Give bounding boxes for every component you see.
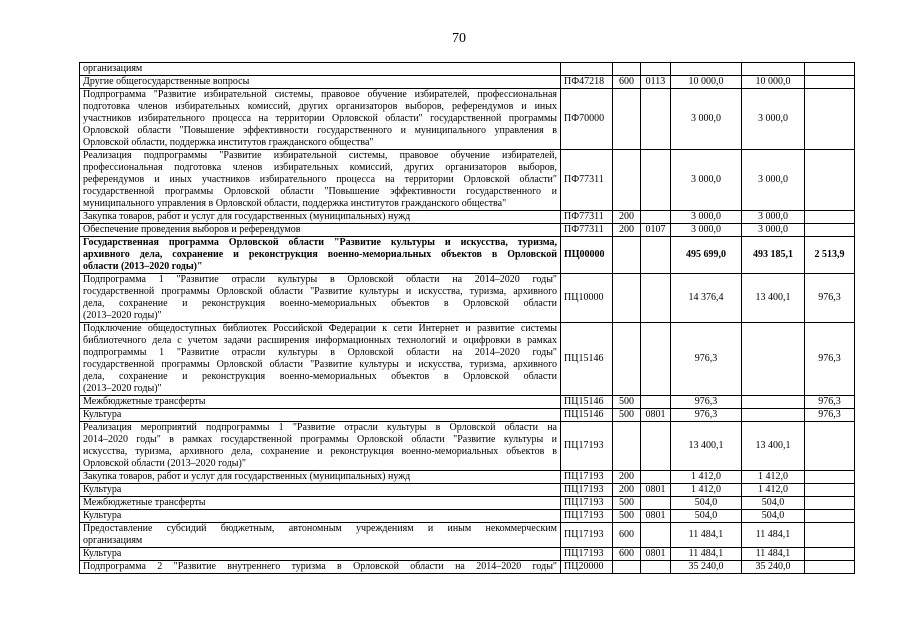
amount-3-cell: [805, 484, 855, 497]
table-row: [80, 422, 855, 471]
amount-1-cell: 3 000,0: [671, 211, 742, 224]
item-name-line: подпрограммы 1 "Развитие отрасли культуры в Орловской области на 2014–2020 годы": [83, 347, 557, 358]
expense-type-cell: [613, 422, 641, 471]
code-cell: ПФ77311: [561, 224, 613, 237]
item-name-line: Государственная программа Орловской области "Развитие культуры и искусства, туризма,: [83, 237, 557, 248]
item-name-line: профессиональная подготовка членов избирательных комиссий, других организаторов выборов,: [83, 162, 557, 173]
amount-1-cell: 504,0: [671, 510, 742, 523]
item-name-cell: [80, 422, 561, 471]
amount-2-cell: [742, 396, 805, 409]
amount-1-cell: 14 376,4: [671, 274, 742, 323]
item-name-line: Реализация подпрограммы "Развитие избирательной системы, правовое обучение избирателей,: [83, 150, 557, 161]
expense-type-cell: [613, 63, 641, 76]
item-name-line: участников избирательного процесса на территории Орловской области" государственной программы: [83, 113, 557, 124]
code-cell: ПЦ17193: [561, 548, 613, 561]
amount-3-cell: [805, 150, 855, 211]
amount-2-cell: 504,0: [742, 497, 805, 510]
amount-2-cell: [742, 323, 805, 396]
amount-3-cell: [805, 211, 855, 224]
item-name-cell: [80, 523, 561, 548]
budget-table: [79, 62, 855, 574]
amount-1-cell: 976,3: [671, 323, 742, 396]
section-cell: [641, 471, 671, 484]
table-row: [80, 396, 855, 409]
table-row: [80, 561, 855, 574]
section-cell: [641, 274, 671, 323]
table-row: [80, 211, 855, 224]
code-cell: ПЦ17193: [561, 523, 613, 548]
amount-3-cell: 2 513,9: [805, 237, 855, 274]
amount-3-cell: [805, 561, 855, 574]
item-name-line: дела, сохранение и реконструкция военно-мемориальных объектов в Орловской области: [83, 371, 557, 382]
amount-3-cell: 976,3: [805, 409, 855, 422]
section-cell: 0801: [641, 510, 671, 523]
code-cell: ПЦ17193: [561, 471, 613, 484]
section-cell: [641, 89, 671, 150]
amount-1-cell: 976,3: [671, 409, 742, 422]
section-cell: 0801: [641, 548, 671, 561]
amount-1-cell: 35 240,0: [671, 561, 742, 574]
item-name-cell: [80, 150, 561, 211]
section-cell: [641, 63, 671, 76]
expense-type-cell: 500: [613, 497, 641, 510]
expense-type-cell: [613, 150, 641, 211]
amount-2-cell: 493 185,1: [742, 237, 805, 274]
amount-3-cell: 976,3: [805, 274, 855, 323]
expense-type-cell: 500: [613, 396, 641, 409]
expense-type-cell: [613, 274, 641, 323]
amount-3-cell: 976,3: [805, 323, 855, 396]
amount-1-cell: 3 000,0: [671, 150, 742, 211]
amount-1-cell: 3 000,0: [671, 89, 742, 150]
amount-2-cell: 3 000,0: [742, 89, 805, 150]
item-name-line: Культура: [83, 484, 122, 495]
amount-1-cell: [671, 63, 742, 76]
table-row: [80, 89, 855, 150]
item-name-cell: [80, 510, 561, 523]
page-number: 70: [452, 31, 466, 46]
table-row: [80, 224, 855, 237]
item-name-line: государственной программы Орловской области "Повышение эффективности государственного и: [83, 186, 557, 197]
item-name-cell: [80, 323, 561, 396]
amount-1-cell: 504,0: [671, 497, 742, 510]
item-name-line: Орловской области "Повышение эффективности государственного и муниципального управления в: [83, 125, 557, 136]
section-cell: [641, 211, 671, 224]
amount-2-cell: 1 412,0: [742, 471, 805, 484]
item-name-line: (2013–2020 годы)": [83, 383, 162, 394]
section-cell: 0113: [641, 76, 671, 89]
amount-3-cell: [805, 497, 855, 510]
table-row: [80, 150, 855, 211]
amount-3-cell: 976,3: [805, 396, 855, 409]
item-name-cell: [80, 396, 561, 409]
amount-3-cell: [805, 89, 855, 150]
amount-3-cell: [805, 224, 855, 237]
section-cell: 0801: [641, 484, 671, 497]
item-name-line: Культура: [83, 548, 122, 559]
item-name-cell: [80, 211, 561, 224]
amount-3-cell: [805, 510, 855, 523]
code-cell: ПЦ10000: [561, 274, 613, 323]
amount-2-cell: 13 400,1: [742, 422, 805, 471]
item-name-line: Реализация мероприятий подпрограммы 1 "Развитие отрасли культуры в Орловской области на: [83, 422, 557, 433]
code-cell: ПЦ17193: [561, 422, 613, 471]
amount-1-cell: 3 000,0: [671, 224, 742, 237]
amount-1-cell: 976,3: [671, 396, 742, 409]
amount-1-cell: 11 484,1: [671, 548, 742, 561]
code-cell: ПЦ17193: [561, 497, 613, 510]
table-row: [80, 548, 855, 561]
item-name-line: Подпрограмма 2 "Развитие внутреннего туризма в Орловской области на 2014–2020 годы": [83, 561, 557, 572]
amount-2-cell: 11 484,1: [742, 523, 805, 548]
item-name-cell: [80, 237, 561, 274]
item-name-cell: [80, 497, 561, 510]
item-name-cell: [80, 548, 561, 561]
item-name-line: Закупка товаров, работ и услуг для государственных (муниципальных) нужд: [83, 471, 411, 482]
expense-type-cell: 200: [613, 484, 641, 497]
table-row: [80, 76, 855, 89]
expense-type-cell: 200: [613, 471, 641, 484]
expense-type-cell: 600: [613, 523, 641, 548]
amount-1-cell: 495 699,0: [671, 237, 742, 274]
item-name-line: муниципального управления в Орловской области, поддержка институтов гражданского общества": [83, 198, 507, 209]
amount-1-cell: 13 400,1: [671, 422, 742, 471]
expense-type-cell: [613, 561, 641, 574]
code-cell: ПФ70000: [561, 89, 613, 150]
code-cell: ПФ77311: [561, 150, 613, 211]
item-name-line: Подключение общедоступных библиотек Российской Федерации к сети Интернет и развитие системы: [83, 323, 557, 334]
item-name-line: организациям: [83, 535, 143, 546]
code-cell: ПЦ00000: [561, 237, 613, 274]
item-name-cell: [80, 471, 561, 484]
item-name-line: Другие общегосударственные вопросы: [83, 76, 250, 87]
amount-1-cell: 1 412,0: [671, 471, 742, 484]
item-name-line: Подпрограмма 1 "Развитие отрасли культуры в Орловской области на 2014–2020 годы": [83, 274, 557, 285]
code-cell: ПФ77311: [561, 211, 613, 224]
expense-type-cell: 200: [613, 224, 641, 237]
item-name-cell: [80, 76, 561, 89]
amount-2-cell: 3 000,0: [742, 150, 805, 211]
section-cell: [641, 561, 671, 574]
item-name-cell: [80, 484, 561, 497]
section-cell: [641, 237, 671, 274]
section-cell: [641, 497, 671, 510]
code-cell: ПЦ15146: [561, 409, 613, 422]
table-row: [80, 237, 855, 274]
amount-2-cell: 3 000,0: [742, 211, 805, 224]
table-row: [80, 471, 855, 484]
item-name-line: государственной программы Орловской области "Развитие культуры и искусства, туризма, архивного: [83, 286, 557, 297]
item-name-line: Культура: [83, 510, 122, 521]
table-row: [80, 63, 855, 76]
item-name-line: референдумов и иных участников избирательного процесса на территории Орловской области": [83, 174, 557, 185]
expense-type-cell: 600: [613, 548, 641, 561]
amount-3-cell: [805, 548, 855, 561]
expense-type-cell: 500: [613, 510, 641, 523]
item-name-line: Закупка товаров, работ и услуг для государственных (муниципальных) нужд: [83, 211, 411, 222]
item-name-line: искусства, туризма, архивного дела, сохранение и реконструкция военно-мемориальных объектов в: [83, 446, 557, 457]
table-body: [80, 63, 855, 574]
amount-2-cell: 3 000,0: [742, 224, 805, 237]
item-name-line: Подпрограмма "Развитие избирательной системы, правовое обучение избирателей, профессиональная: [83, 89, 557, 100]
item-name-line: Обеспечение проведения выборов и референдумов: [83, 224, 301, 235]
item-name-cell: [80, 409, 561, 422]
item-name-line: подготовка членов избирательных комиссий, других организаторов выборов, референдумов и иных: [83, 101, 557, 112]
code-cell: ПЦ15146: [561, 323, 613, 396]
section-cell: 0801: [641, 409, 671, 422]
item-name-line: Межбюджетные трансферты: [83, 497, 206, 508]
item-name-line: (2013–2020 годы)": [83, 310, 162, 321]
item-name-line: области (2013–2020 годы)": [83, 261, 203, 272]
item-name-line: 2014–2020 годы" в рамках государственной программы Орловской области "Развитие культуры и: [83, 434, 557, 445]
expense-type-cell: 600: [613, 76, 641, 89]
section-cell: [641, 323, 671, 396]
item-name-line: организациям: [83, 63, 143, 74]
item-name-line: библиотечного дела с учетом задачи расширения информационных технологий и оцифровки в рамках: [83, 335, 557, 346]
item-name-line: Предоставление субсидий бюджетным, автономным учреждениям и иным некоммерческим: [83, 523, 557, 534]
amount-2-cell: [742, 63, 805, 76]
table-row: [80, 510, 855, 523]
item-name-cell: [80, 89, 561, 150]
amount-1-cell: 10 000,0: [671, 76, 742, 89]
table-row: [80, 484, 855, 497]
item-name-line: государственной программы Орловской области "Развитие культуры и искусства, туризма, архивного: [83, 359, 557, 370]
amount-3-cell: [805, 63, 855, 76]
amount-3-cell: [805, 523, 855, 548]
amount-2-cell: 504,0: [742, 510, 805, 523]
code-cell: ПЦ17193: [561, 484, 613, 497]
amount-1-cell: 1 412,0: [671, 484, 742, 497]
amount-2-cell: 13 400,1: [742, 274, 805, 323]
amount-2-cell: 35 240,0: [742, 561, 805, 574]
amount-2-cell: 10 000,0: [742, 76, 805, 89]
item-name-cell: [80, 561, 561, 574]
item-name-cell: [80, 224, 561, 237]
section-cell: [641, 396, 671, 409]
table-row: [80, 497, 855, 510]
code-cell: ПФ47218: [561, 76, 613, 89]
section-cell: [641, 523, 671, 548]
item-name-line: Орловской области, поддержка институтов гражданского общества": [83, 137, 374, 148]
amount-3-cell: [805, 471, 855, 484]
section-cell: 0107: [641, 224, 671, 237]
section-cell: [641, 150, 671, 211]
code-cell: ПЦ15146: [561, 396, 613, 409]
expense-type-cell: [613, 323, 641, 396]
table-row: [80, 523, 855, 548]
item-name-line: Межбюджетные трансферты: [83, 396, 206, 407]
item-name-line: Орловской области (2013–2020 годы)": [83, 458, 246, 469]
amount-3-cell: [805, 422, 855, 471]
code-cell: ПЦ20000: [561, 561, 613, 574]
code-cell: [561, 63, 613, 76]
item-name-line: Культура: [83, 409, 122, 420]
item-name-cell: [80, 63, 561, 76]
code-cell: ПЦ17193: [561, 510, 613, 523]
amount-1-cell: 11 484,1: [671, 523, 742, 548]
table-row: [80, 409, 855, 422]
table-row: [80, 274, 855, 323]
expense-type-cell: 200: [613, 211, 641, 224]
item-name-cell: [80, 274, 561, 323]
expense-type-cell: [613, 237, 641, 274]
expense-type-cell: [613, 89, 641, 150]
amount-2-cell: 11 484,1: [742, 548, 805, 561]
table-row: [80, 323, 855, 396]
amount-2-cell: [742, 409, 805, 422]
amount-3-cell: [805, 76, 855, 89]
amount-2-cell: 1 412,0: [742, 484, 805, 497]
item-name-line: архивного дела, сохранение и реконструкция военно-мемориальных объектов в Орловской: [83, 249, 557, 260]
expense-type-cell: 500: [613, 409, 641, 422]
section-cell: [641, 422, 671, 471]
item-name-line: дела, сохранение и реконструкция военно-мемориальных объектов в Орловской области: [83, 298, 557, 309]
